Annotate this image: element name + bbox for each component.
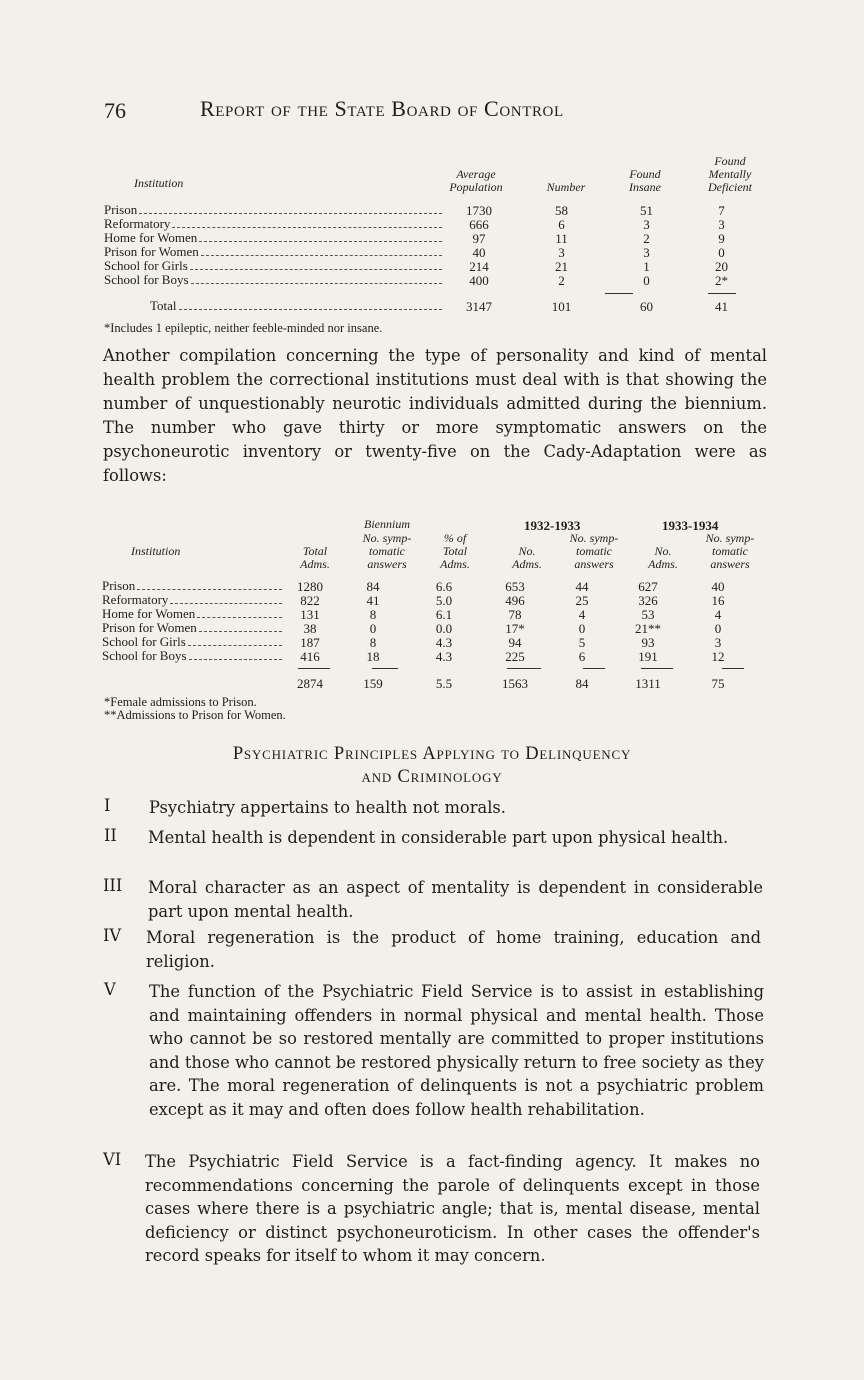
table-row: Prison 1280 84 6.6 653 44 627 40 [102,578,725,594]
principle-numeral: I [104,796,111,815]
t2-header-y2-symp: No. symp- tomatic answers [705,531,755,571]
table-row: Prison for Women 38 0 0.0 17* 0 21** 0 [102,620,722,636]
principle-numeral: III [103,876,123,895]
table-row: School for Girls 214 21 1 20 [104,258,728,274]
principle-text: The function of the Psychiatric Field Service is to assist in establishing and maintaining offenders in normal physical and mental health. Those who cannot be so restored mentally are committed to proper institutions and those who cannot be restored physically return to free society as they are. The moral regeneration of delinquents is not a psychiatric problem except as it may and often does follow health rehabilitation. [149,982,764,1119]
t2-header-biennium-symp: No. symp- tomatic answers [362,531,412,571]
principle-numeral: VI [103,1150,122,1169]
table2 [102,579,752,663]
principle-text: Psychiatry appertains to health not morals. [149,798,506,817]
principle-text: The Psychiatric Field Service is a fact-finding agency. It makes no recommendations concerning the parole of delinquents except in those cases where there is a psychiatric angle; that is, mental disease, mental deficiency or distinct psychoneuroticism. In other cases the offender's record speaks for itself to whom it may concern. [145,1152,760,1265]
t2-header-y1-symp: No. symp- tomatic answers [569,531,619,571]
t1-header-institution: Institution [134,176,184,190]
body-paragraph: Another compilation concerning the type of personality and kind of mental health problem the correctional institutions must deal with is that showing the number of unquestionably neurotic individuals admitted during the biennium. The number who gave thirty or more symptomatic answers on the psychoneurotic inventory or twenty-five on the Cady-Adaptation were as follows: [103,346,767,485]
table-row: Home for Women 97 11 2 9 [104,230,725,246]
principle-numeral: V [104,980,116,999]
t2-header-institution: Institution [131,544,181,558]
table2-total [102,677,752,690]
principle-text: Moral regeneration is the product of home training, education and religion. [146,928,761,971]
t1-header-insane: Found Insane [629,167,661,194]
principle-text: Mental health is dependent in considerable part upon physical health. [148,828,729,847]
table-row: Home for Women 131 8 6.1 78 4 53 4 [102,606,722,622]
page-number: 76 [104,98,126,123]
table-row: Prison for Women 40 3 3 0 [104,244,725,260]
table-row: 2874 159 5.5 1563 84 1311 75 [297,676,725,692]
table-row: Prison 1730 58 51 7 [104,202,725,218]
principle-numeral: II [104,826,117,845]
table-row: School for Boys 416 18 4.3 225 6 191 12 [102,648,725,664]
t1-header-avg-pop: Average Population [449,167,503,194]
t2-header-year2: 1933-1934 [662,518,719,533]
section-title-line1: Psychiatric Principles Applying to Delinquency [232,744,632,764]
t2-header-year1: 1932-1933 [524,518,581,533]
table-row: School for Girls 187 8 4.3 94 5 93 3 [102,634,722,650]
t2-footnote-1: *Female admissions to Prison. [104,695,257,709]
principle-numeral: IV [103,926,122,945]
t2-header-total: Total Adms. [300,544,330,571]
t2-header-biennium: Biennium [364,517,410,531]
table1-total [104,299,759,313]
table-row: Reformatory 822 41 5.0 496 25 326 16 [102,592,725,608]
table-row: Reformatory 666 6 3 3 [104,216,725,232]
t2-header-pct: % of Total Adms. [440,531,470,571]
page-title: Report of the State Board of Control [200,96,564,121]
section-title-line2: and Criminology [361,767,503,787]
t1-footnote: *Includes 1 epileptic, neither feeble-minded nor insane. [104,321,383,335]
table-row: School for Boys 400 2 0 2* [104,272,728,288]
t1-header-deficient: Found Mentally Deficient [708,154,752,194]
t2-header-y1-adms: No. Adms. [512,544,542,571]
t2-footnote-2: **Admissions to Prison for Women. [104,708,286,722]
t2-header-y2-adms: No. Adms. [648,544,678,571]
table-row: Total 3147 101 60 41 [150,298,728,314]
principle-text: Moral character as an aspect of mentality is dependent in considerable part upon mental health. [148,878,763,921]
t1-header-number: Number [546,180,586,194]
table1 [104,203,759,287]
